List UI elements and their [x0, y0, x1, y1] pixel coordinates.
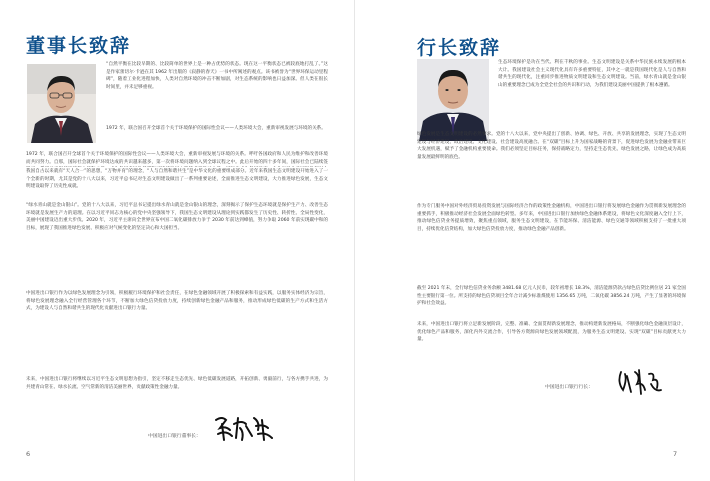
president-message-page — [355, 0, 710, 481]
speech-paragraph-5: 未来，中国进出口银行将立足新发展阶段，完整、准确、全面贯彻新发展理念，推动构建新发展格局，不断强化绿色金融顶层设计，优化绿色产品和服务，深化内外交流合作，引导各方资源向绿色发展领域配置，为服务生态文明建设、实现“双碳”目标贡献更大力量。 — [417, 322, 686, 343]
page-number: 7 — [673, 450, 678, 458]
speech-paragraph-2a: 1972 年，联合国召开全球首个关于环境保护的国际性会议——人类环境大会，重新审视发展与环境的关系。 — [106, 126, 326, 131]
page-title: 董事长致辞 — [26, 35, 132, 57]
chairman-signature — [212, 412, 278, 444]
signature-label: 中国进出口银行董事长： — [148, 434, 201, 439]
speech-paragraph-1: “自然平衡在比较早期的、比较简单的世界上是一种占优势的状态。现在这一平衡状态已被较底地打乱了。”这是作家蕾切尔·卡逊在其 1962 年出版的《寂静的春天》一书中所阐述的观点。该书被誉为“世界环保运动里程碑”，随着工业化进程加快，人类对自然环境的冲击不断加剧，对生态系统的影响也日益加深。但人类在很长时间里，并未足够重视。 — [106, 62, 328, 90]
president-portrait — [417, 59, 489, 141]
speech-paragraph-5: 中国进出口银行作为以绿色发展理念为引领，积极履行环境保护和社会责任，在绿色金融领域开展了积极探索和有益实践，以服务实体经济为宗旨，将绿色发展理念融入全行经营管理各个环节，不断加大绿色信贷投放力度，持续创新绿色金融产品和服务，推动形成绿色低碳的生产方式和生活方式，为建设人与自然和谐共生的现代化贡献进出口银行力量。 — [26, 291, 328, 312]
speech-paragraph-3: 我国自古以来就有“天人合一”的思想，“万物并育”的理念，“人与自然和谐共生”是中华文化的重要组成部分。近年来我国生态文明建设开始进入了一个全新的时期，尤其是党的十八大以来，习近平总书记对生态文明建设做出了一系列重要论述，全面推进生态文明建设，大力推进绿色发展，生态文明建设取得了历史性成就。 — [26, 169, 328, 190]
speech-paragraph-3: 作为专门服务中国对外经济贸易投资发展与国际经济合作的政策性金融机构，中国进出口银行将发展绿色金融作为贯彻新发展理念的重要抓手，积极推动经济社会发展全面绿色转型。多年来，中国进出口银行加快绿色金融体系建设，将绿色文化深度融入全行上下，推动绿色信贷业务提质增效，聚焦重点领域，服务生态文明建设，在节能环保、清洁能源、绿色交通等领域积极支持了一批重大项目，持续优化信贷结构，加大绿色信贷投放力度，推动绿色金融产品创新。 — [417, 204, 686, 232]
speech-paragraph-2: 绿色发展是生态文明建设的必然要求。党的十八大以来，党中央提出了创新、协调、绿色、开放、共享的发展理念，实现了生态文明建设与经济建设、政治建设、文化建设、社会建设高度融合。在“双碳”目标上升为国家战略的背景下，促进绿色发展为金融业带来巨大发展机遇，赋予了金融机构重要使命。我们必须坚定目标任务，保持战略定力，坚持走生态优先、绿色发展之路，让绿色成为高质量发展最鲜明的底色。 — [417, 132, 686, 160]
speech-paragraph-4: 截至 2021 年末，全行绿色信贷业务余额 3481.68 亿元人民币，较年初增长 18.3%，清洁能源贷款占绿色信贷比例位居 21 家全国性主要银行第一位。所支持的绿色信贷项目全年合计减少标准煤使用 1356.65 万吨，二氧化碳 3856.24 万吨，产生了显著的环境保护和社会效益。 — [417, 286, 686, 307]
portrait-image — [417, 59, 489, 141]
page-number: 6 — [26, 450, 31, 458]
president-signature — [615, 366, 665, 396]
speech-paragraph-1: 生态环境保护是功在当代、利在千秋的事业。生态文明建设是关系中华民族永续发展的根本大计。我国建设社会主义现代化具有许多重要特征，其中之一就是我国现代化是人与自然和谐共生的现代化，注重同步推进物质文明建设和生态文明建设。当前，绿水青山就是金山银山的重要理念已成为全党全社会的共识和行动，为我们建设美丽中国提供了根本遵循。 — [498, 60, 686, 88]
speech-paragraph-2: 1972 年，联合国召开全球首个关于环境保护的国际性会议——人类环境大会，重新审视发展与环境的关系。呼吁各国政府和人民为维护和改善环境而共同努力。自那，国际社会就保护环境达成的共识越来越多，第一次将环境问题纳入到全球议程之中。此后开始的四十多年间，国际社会已陆续签 — [26, 152, 328, 165]
signature-label: 中国进出口银行行长： — [545, 385, 593, 390]
portrait-image — [27, 64, 96, 143]
chairman-portrait — [27, 64, 96, 143]
speech-paragraph-4: “绿水青山就是金山银山”。党的十八大以来，习近平总书记提出绿水青山就是金山银山的理念，深刻揭示了保护生态环境就是保护生产力、改善生态环境就是发展生产力的道理。在以习近平同志为核心的党中央坚强领导下，我国生态文明建设从理论到实践都发生了历史性、转折性、全局性变化，美丽中国建设迈出重大步伐。2020 年，习近平主席向全世界宣布中国二氧化碳排放力争于 2030 年前达到峰值，努力争取 2060 年前实现碳中和的目标，展现了我国推进绿色发展、积极应对气候变化的坚定决心和大国担当。 — [26, 203, 328, 231]
speech-paragraph-6: 未来，中国进出口银行将继续以习近平生态文明思想为指引，坚定不移走生态优先、绿色低碳发展道路，开拓创新、勇毅前行，与各方携手共进，为共建青山常在、绿水长流、空气常新的清洁美丽世界，贡献政策性金融力量。 — [26, 377, 328, 390]
page-title: 行长致辞 — [417, 37, 502, 59]
